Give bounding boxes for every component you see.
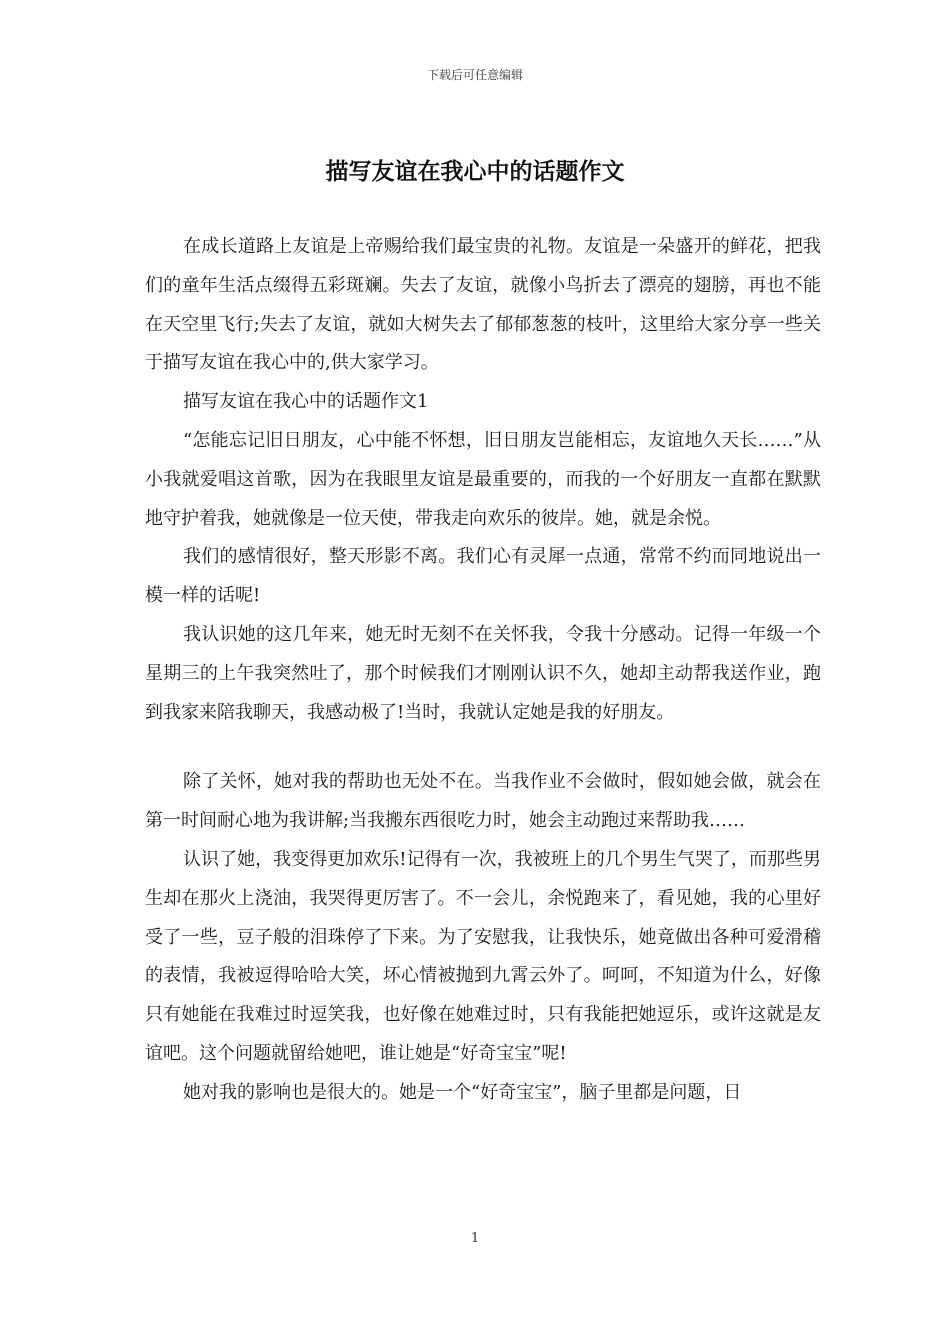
page-number: 1 <box>470 1231 480 1246</box>
document-body <box>145 228 821 1113</box>
paragraph: 除了关怀，她对我的帮助也无处不在。当我作业不会做时，假如她会做，就会在第一时间耐心地为我讲解;当我搬东西很吃力时，她会主动跑过来帮助我…… <box>145 771 821 832</box>
paragraph: 认识了她，我变得更加欢乐!记得有一次，我被班上的几个男生气哭了，而那些男生却在那火上浇油，我哭得更厉害了。不一会儿，余悦跑来了，看见她，我的心里好受了一些，豆子般的泪珠停了下来。为了安慰我，让我快乐，她竟做出各种可爱滑稽的表情，我被逗得哈哈大笑，坏心情被抛到九霄云外了。呵呵，不知道为什么，好像只有她能在我难过时逗笑我，也好像在她难过时，只有我能把她逗乐，或许这就是友谊吧。这个问题就留给她吧，谁让她是“好奇宝宝”呢! <box>145 848 821 1064</box>
document-title: 描写友谊在我心中的话题作文 <box>325 158 625 185</box>
paragraph: 她对我的影响也是很大的。她是一个“好奇宝宝”，脑子里都是问题，日 <box>183 1081 742 1103</box>
section-heading: 描写友谊在我心中的话题作文1 <box>183 391 429 413</box>
paragraph-intro: 在成长道路上友谊是上帝赐给我们最宝贵的礼物。友谊是一朵盛开的鲜花，把我们的童年生活点缀得五彩斑斓。失去了友谊，就像小鸟折去了漂亮的翅膀，再也不能在天空里飞行;失去了友谊，就如大树失去了郁郁葱葱的枝叶，这里给大家分享一些关于描写友谊在我心中的,供大家学习。 <box>145 236 821 374</box>
paragraph: 我们的感情很好，整天形影不离。我们心有灵犀一点通，常常不约而同地说出一模一样的话呢! <box>145 546 821 607</box>
paragraph: 我认识她的这几年来，她无时无刻不在关怀我，令我十分感动。记得一年级一个星期三的上午我突然吐了，那个时候我们才刚刚认识不久，她却主动帮我送作业，跑到我家来陪我聊天，我感动极了!当时，我就认定她是我的好朋友。 <box>145 623 821 723</box>
header-note: 下载后可任意编辑 <box>426 68 523 82</box>
paragraph: “怎能忘记旧日朋友，心中能不怀想，旧日朋友岂能相忘，友谊地久天长……”从小我就爱唱这首歌，因为在我眼里友谊是最重要的，而我的一个好朋友一直都在默默地守护着我，她就像是一位天使，带我走向欢乐的彼岸。她，就是余悦。 <box>145 429 821 529</box>
